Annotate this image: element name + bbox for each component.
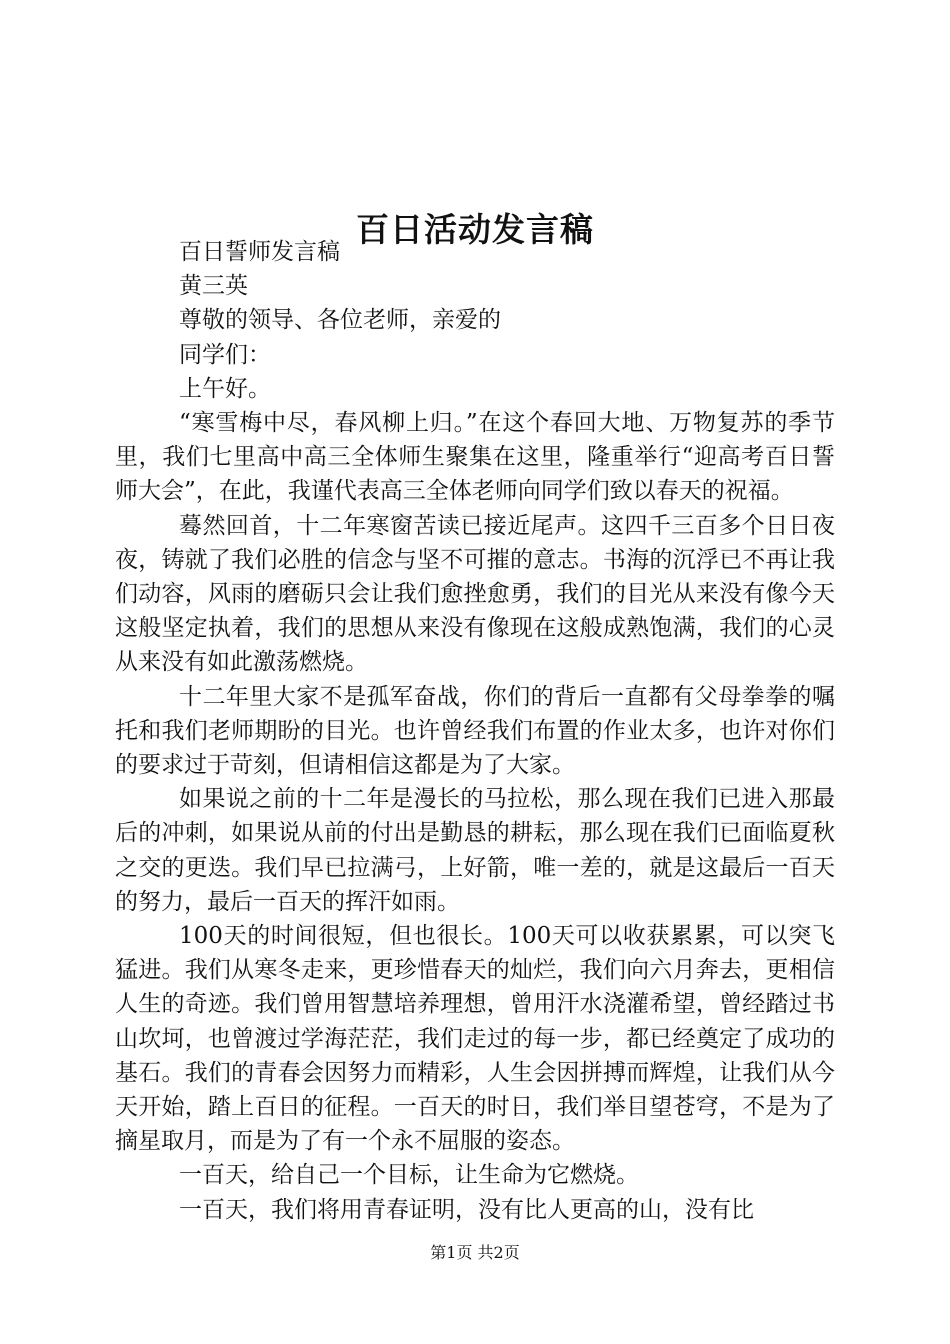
paragraph-body-4: 如果说之前的十二年是漫长的马拉松，那么现在我们已进入那最后的冲刺，如果说从前的付出是勤恳的耕耘，那么现在我们已面临夏秋之交的更迭。我们早已拉满弓，上好箭，唯一差的，就是这最后一百天的努力，最后一百天的挥汗如雨。 (115, 786, 835, 915)
page-footer: 第1页 共2页 (430, 1243, 520, 1262)
paragraph-author: 黄三英 (179, 273, 248, 300)
paragraph-body-5: 100天的时间很短，但也很长。100天可以收获累累，可以突飞猛进。我们从寒冬走来，更珍惜春天的灿烂，我们向六月奔去，更相信人生的奇迹。我们曾用智慧培养理想，曾用汗水浇灌希望，曾经踏过书山坎坷，也曾渡过学海茫茫，我们走过的每一步，都已经奠定了成功的基石。我们的青春会因努力而精彩，人生会因拼搏而辉煌，让我们从今天开始，踏上百日的征程。一百天的时日，我们举目望苍穹，不是为了摘星取月，而是为了有一个永不屈服的姿态。 (115, 923, 835, 1155)
paragraph-greeting: 上午好。 (179, 375, 271, 402)
document-title: 百日活动发言稿 (356, 210, 594, 250)
paragraph-body-6: 一百天，给自己一个目标，让生命为它燃烧。 (179, 1162, 639, 1189)
paragraph-body-2: 蓦然回首，十二年寒窗苦读已接近尾声。这四千三百多个日日夜夜，铸就了我们必胜的信念与坚不可摧的意志。书海的沉浮已不再让我们动容，风雨的磨砺只会让我们愈挫愈勇，我们的目光从来没有像今天这般坚定执着，我们的思想从来没有像现在这般成熟饱满，我们的心灵从来没有如此激荡燃烧。 (115, 512, 835, 676)
paragraph-body-1: “寒雪梅中尽，春风柳上归。”在这个春回大地、万物复苏的季节里，我们七里高中高三全体师生聚集在这里，隆重举行“迎高考百日誓师大会”，在此，我谨代表高三全体老师向同学们致以春天的祝福。 (115, 410, 835, 505)
paragraph-body-3: 十二年里大家不是孤军奋战，你们的背后一直都有父母拳拳的嘱托和我们老师期盼的目光。也许曾经我们布置的作业太多，也许对你们的要求过于苛刻，但请相信这都是为了大家。 (115, 683, 835, 779)
paragraph-subtitle: 百日誓师发言稿 (179, 239, 340, 265)
paragraph-body-7: 一百天，我们将用青春证明，没有比人更高的山，没有比 (179, 1196, 754, 1223)
paragraph-salutation: 尊敬的领导、各位老师，亲爱的 (179, 307, 501, 334)
paragraph-salutation-cont: 同学们： (179, 341, 271, 368)
document-body (115, 235, 835, 1227)
